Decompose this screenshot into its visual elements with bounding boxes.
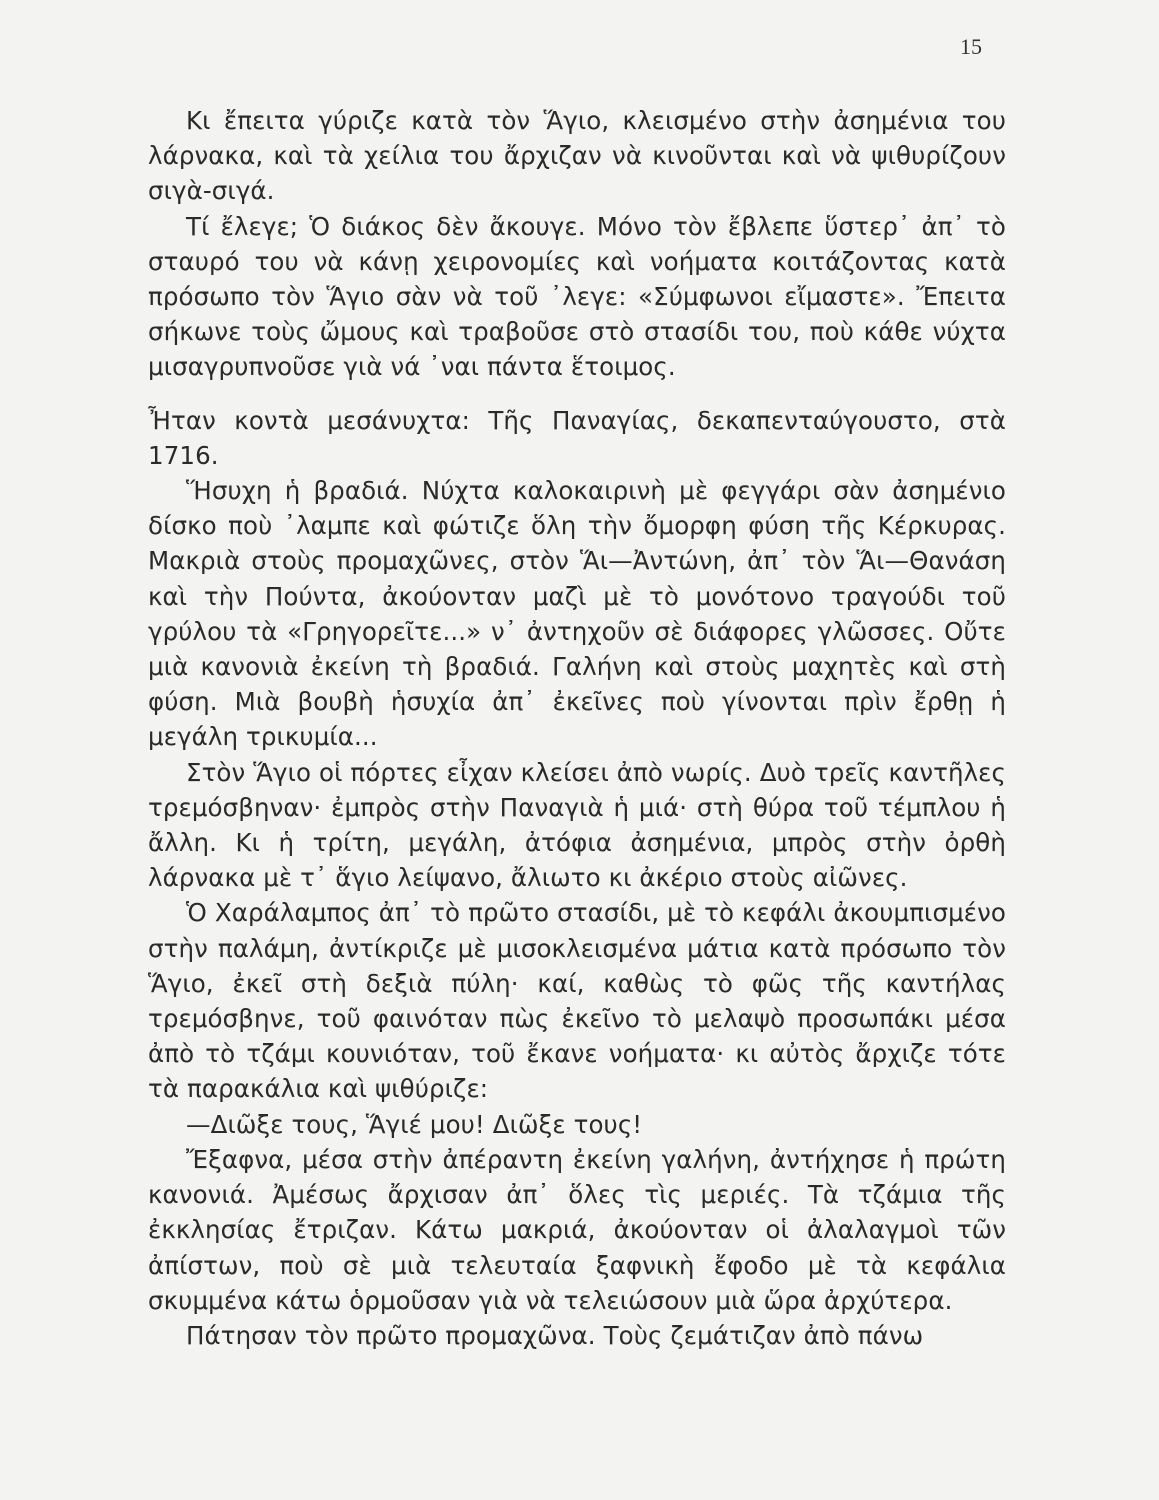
page-number: 15 [960, 34, 982, 59]
paragraph-2: Τί ἔλεγε; Ὁ διάκος δὲν ἄκουγε. Μόνο τὸν ἔβλεπε ὕστερ᾽ ἀπ᾽ τὸ σταυρό του νὰ κάνῃ χειρονομίες καὶ νοήματα κοιτάζοντας κατὰ πρόσωπο τὸν Ἅγιο σὰν νὰ τοῦ ᾽λεγε: «Σύμφωνοι εἴμαστε». Ἔπειτα σήκωνε τοὺς ὤμους καὶ τραβοῦσε στὸ στασίδι του, ποὺ κάθε νύχτα μισαγρυπνοῦσε γιὰ νά ᾽ναι πάντα ἕτοιμος. [148, 211, 1006, 382]
paragraph-4: Ἥσυχη ἡ βραδιά. Νύχτα καλοκαιρινὴ μὲ φεγγάρι σὰν ἀσημένιο δίσκο ποὺ ᾽λαμπε καὶ φώτιζε ὅλη τὴν ὄμορφη φύση τῆς Κέρκυρας. Μακριὰ στοὺς προμαχῶνες, στὸν Ἅι—Ἀντώνη, ἀπ᾽ τὸν Ἅι—Θανάση καὶ τὴν Πούντα, ἀκούονταν μαζὶ μὲ τὸ μονότονο τραγούδι τοῦ γρύλου τὰ «Γρηγορεῖτε...» ν᾽ ἀντηχοῦν σὲ διάφορες γλῶσσες. Οὔτε μιὰ κανονιὰ ἐκείνη τὴ βραδιά. Γαλήνη καὶ στοὺς μαχητὲς καὶ στὴ φύση. Μιὰ βουβὴ ἡσυχία ἀπ᾽ ἐκεῖνες ποὺ γίνονται πρὶν ἔρθῃ ἡ μεγάλη τρικυμία... [148, 476, 1006, 752]
paragraph-5: Στὸν Ἅγιο οἱ πόρτες εἶχαν κλείσει ἀπὸ νωρίς. Δυὸ τρεῖς καντῆλες τρεμόσβηναν· ἐμπρὸς στὴν Παναγιὰ ἡ μιά· στὴ θύρα τοῦ τέμπλου ἡ ἄλλη. Κι ἡ τρίτη, μεγάλη, ἀτόφια ἀσημένια, μπρὸς στὴν ὀρθὴ λάρνακα μὲ τ᾽ ἅγιο λείψανο, ἄλιωτο κι ἀκέριο στοὺς αἰῶνες. [148, 757, 1006, 893]
paragraph-9: Πάτησαν τὸν πρῶτο προμαχῶνα. Τοὺς ζεμάτιζαν ἀπὸ πάνω [186, 1320, 924, 1350]
paragraph-3: Ἦταν κοντὰ μεσάνυχτα: Τῆς Παναγίας, δεκαπενταύγουστο, στὰ 1716. [148, 405, 1006, 470]
paragraph-1: Κι ἔπειτα γύριζε κατὰ τὸν Ἅγιο, κλεισμένο στὴν ἀσημένια του λάρνακα, καὶ τὰ χείλια του ἄρχιζαν νὰ κινοῦνται καὶ νὰ ψιθυρίζουν σιγὰ-σιγά. [148, 106, 1006, 206]
body-text [148, 103, 1006, 1353]
paragraph-8: Ἔξαφνα, μέσα στὴν ἀπέραντη ἐκείνη γαλήνη, ἀντήχησε ἡ πρώτη κανονιά. Ἀμέσως ἄρχισαν ἀπ᾽ ὅλες τὶς μεριές. Τὰ τζάμια τῆς ἐκκλησίας ἔτριζαν. Κάτω μακριά, ἀκούονταν οἱ ἀλαλαγμοὶ τῶν ἀπίστων, ποὺ σὲ μιὰ τελευταία ξαφνικὴ ἔφοδο μὲ τὰ κεφάλια σκυμμένα κάτω ὁρμοῦσαν γιὰ νὰ τελειώσουν μιὰ ὥρα ἀρχύτερα. [148, 1144, 1006, 1315]
paragraph-6: Ὁ Χαράλαμπος ἀπ᾽ τὸ πρῶτο στασίδι, μὲ τὸ κεφάλι ἀκουμπισμένο στὴν παλάμη, ἀντίκριζε μὲ μισοκλεισμένα μάτια κατὰ πρόσωπο τὸν Ἅγιο, ἐκεῖ στὴ δεξιὰ πύλη· καί, καθὼς τὸ φῶς τῆς καντήλας τρεμόσβηνε, τοῦ φαινόταν πὼς ἐκεῖνο τὸ μελαψὸ προσωπάκι μέσα ἀπὸ τὸ τζάμι κουνιόταν, τοῦ ἔκανε νοήματα· κι αὐτὸς ἄρχιζε τότε τὰ παρακάλια καὶ ψιθύριζε: [148, 898, 1006, 1104]
paragraph-7: —Διῶξε τους, Ἅγιέ μου! Διῶξε τους! [186, 1109, 643, 1139]
